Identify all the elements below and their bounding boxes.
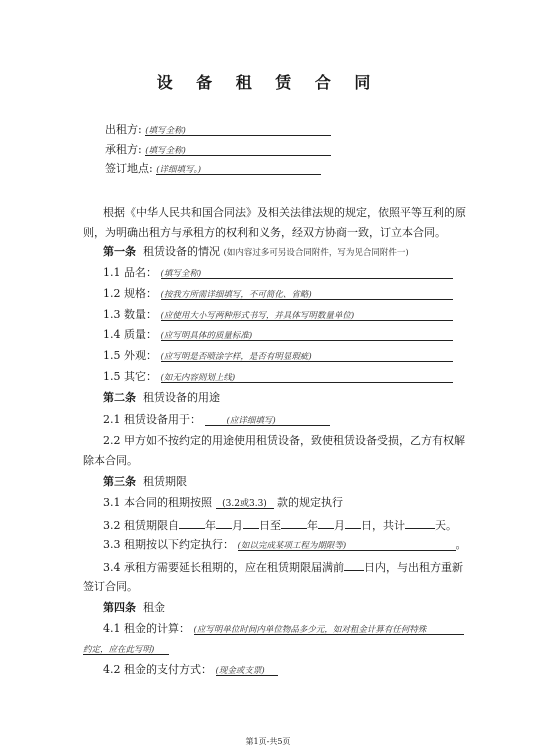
end-year-field[interactable] bbox=[281, 517, 307, 529]
item-1-5-field[interactable] bbox=[161, 349, 453, 362]
start-month-field[interactable] bbox=[216, 517, 232, 529]
article3-p2-text-a: 3.2 租赁期限自 bbox=[103, 519, 179, 532]
article2-title: 租赁设备的用途 bbox=[143, 391, 220, 404]
start-day-field[interactable] bbox=[243, 517, 259, 529]
item-1-2-label: 1.2 规格： bbox=[103, 287, 157, 300]
end-month-field[interactable] bbox=[318, 517, 334, 529]
end-month-label: 月 bbox=[334, 519, 345, 532]
intro-line-1: 根据《中华人民共和国合同法》及相关法律法规的规定，依照平等互利的原 bbox=[103, 206, 466, 219]
end-day-label: 日，共计 bbox=[361, 519, 405, 532]
article4-header bbox=[103, 601, 165, 615]
article4-p2-hint: (现金或支票) bbox=[215, 666, 265, 676]
item-1-4-field[interactable] bbox=[161, 328, 453, 341]
article2-p1 bbox=[103, 413, 330, 427]
article4-p2 bbox=[103, 663, 278, 677]
start-day-label: 日至 bbox=[259, 519, 281, 532]
item-1-1-label: 1.1 品名： bbox=[103, 266, 157, 279]
article4-p1-line2 bbox=[83, 642, 169, 656]
item-1-4-hint: (应写明具体的质量标准) bbox=[160, 331, 253, 341]
article4-p2-field[interactable] bbox=[216, 663, 278, 676]
article3-p3-label: 3.3 租期按以下约定执行： bbox=[103, 538, 234, 551]
extension-days-field[interactable] bbox=[344, 559, 364, 571]
place-hint: (详细填写。) bbox=[156, 165, 202, 175]
lessor-hint: (填写全称) bbox=[145, 126, 186, 136]
item-1-1-hint: (填写全称) bbox=[160, 269, 202, 279]
article1-heading: 第一条 bbox=[103, 245, 136, 258]
lessee-hint: (填写全称) bbox=[145, 146, 186, 156]
article2-p1-field[interactable] bbox=[205, 413, 330, 426]
article4-p2-label: 4.2 租金的支付方式： bbox=[103, 663, 212, 676]
article1-header bbox=[103, 245, 409, 260]
article4-title: 租金 bbox=[143, 601, 165, 614]
item-1-4-label: 1.4 质量： bbox=[103, 328, 157, 341]
item-1-3-label: 1.3 数量： bbox=[103, 308, 157, 321]
article1-note: (如内容过多可另设合同附件，写为见合同附件一) bbox=[223, 248, 409, 258]
article2-p1-hint: (应详细填写) bbox=[226, 416, 276, 426]
article3-p3-field[interactable] bbox=[238, 538, 456, 551]
item-1-2 bbox=[103, 287, 453, 301]
article3-p1-text-a: 3.1 本合同的租期按照 bbox=[103, 496, 212, 509]
end-day-field[interactable] bbox=[345, 517, 361, 529]
article4-heading: 第四条 bbox=[103, 601, 136, 614]
article3-p1 bbox=[103, 496, 343, 510]
item-1-4 bbox=[103, 328, 453, 342]
article3-p3-hint: (如以完成某项工程为期限等) bbox=[237, 541, 347, 551]
total-days-field[interactable] bbox=[405, 517, 435, 529]
start-month-label: 月 bbox=[232, 519, 243, 532]
total-days-label: 天。 bbox=[435, 519, 457, 532]
start-year-field[interactable] bbox=[179, 517, 205, 529]
article3-p2 bbox=[103, 517, 457, 533]
article4-p1-hint: (应写明单位时间内单位物品多少元，如对租金计算有任何特殊 bbox=[193, 625, 427, 635]
item-1-3 bbox=[103, 308, 453, 322]
article4-p1-hint2: 约定，应在此写明) bbox=[83, 645, 155, 655]
item-1-6-field[interactable] bbox=[161, 370, 453, 383]
article3-p4-text-b: 日内，与出租方重新 bbox=[364, 561, 463, 574]
lessee-field[interactable] bbox=[145, 143, 331, 156]
article4-p1-field[interactable] bbox=[194, 622, 464, 635]
article4-p1-field-2[interactable] bbox=[83, 642, 169, 655]
item-1-3-hint: (应使用大小写两种形式书写，并具体写明数量单位) bbox=[160, 311, 355, 321]
article3-p3-end: 。 bbox=[455, 538, 467, 551]
article2-header bbox=[103, 391, 220, 405]
page-footer: 第1页-共5页 bbox=[245, 737, 291, 746]
article3-p4 bbox=[103, 559, 463, 575]
item-1-5 bbox=[103, 349, 453, 363]
document-title: 设 备 租 赁 合 同 bbox=[156, 73, 380, 92]
place-label: 签订地点: bbox=[105, 162, 153, 175]
article3-heading: 第三条 bbox=[103, 475, 136, 488]
article3-p4-text-a: 3.4 承租方需要延长租期的，应在租赁期限届满前 bbox=[103, 561, 344, 574]
item-1-2-field[interactable] bbox=[161, 287, 453, 300]
lessor-field[interactable] bbox=[145, 123, 331, 136]
item-1-6-hint: (如无内容则划上线) bbox=[160, 373, 236, 383]
item-1-3-field[interactable] bbox=[161, 308, 453, 321]
article3-p3 bbox=[103, 538, 467, 552]
lessor-line bbox=[105, 123, 331, 137]
article2-p1-label: 2.1 租赁设备用于： bbox=[103, 413, 201, 426]
end-year-label: 年 bbox=[307, 519, 318, 532]
item-1-5-hint: (应写明是否喷涂字样，是否有明显瑕疵) bbox=[160, 352, 312, 362]
place-line bbox=[105, 162, 321, 176]
lessee-label: 承租方: bbox=[105, 143, 142, 156]
article3-p1-ref-field[interactable] bbox=[216, 496, 274, 509]
article3-p1-ref: (3.2或3.3) bbox=[222, 499, 267, 509]
item-1-6 bbox=[103, 370, 453, 384]
article4-p1-label: 4.1 租金的计算： bbox=[103, 622, 190, 635]
place-field[interactable] bbox=[156, 162, 321, 175]
article3-p1-text-b: 款的规定执行 bbox=[277, 496, 343, 509]
item-1-1 bbox=[103, 266, 453, 280]
article2-heading: 第二条 bbox=[103, 391, 136, 404]
item-1-2-hint: (按我方所需详细填写，不可简化、省略) bbox=[160, 290, 312, 300]
intro-line-2: 则，为明确出租方与承租方的权利和义务，经双方协商一致，订立本合同。 bbox=[83, 226, 446, 239]
article3-header bbox=[103, 475, 187, 489]
item-1-6-label: 1.5 其它： bbox=[103, 370, 157, 383]
article4-p1 bbox=[103, 622, 464, 636]
article2-p2-line1: 2.2 甲方如不按约定的用途使用租赁设备，致使租赁设备受损，乙方有权解 bbox=[103, 434, 465, 447]
lessee-line bbox=[105, 143, 331, 157]
lessor-label: 出租方: bbox=[105, 123, 142, 136]
article3-p4-line2: 签订合同。 bbox=[83, 580, 138, 593]
article1-title: 租赁设备的情况 bbox=[143, 245, 220, 258]
article2-p2-line2: 除本合同。 bbox=[83, 454, 138, 467]
item-1-5-label: 1.5 外观： bbox=[103, 349, 157, 362]
article3-title: 租赁期限 bbox=[143, 475, 187, 488]
start-year-label: 年 bbox=[205, 519, 216, 532]
item-1-1-field[interactable] bbox=[161, 266, 453, 279]
